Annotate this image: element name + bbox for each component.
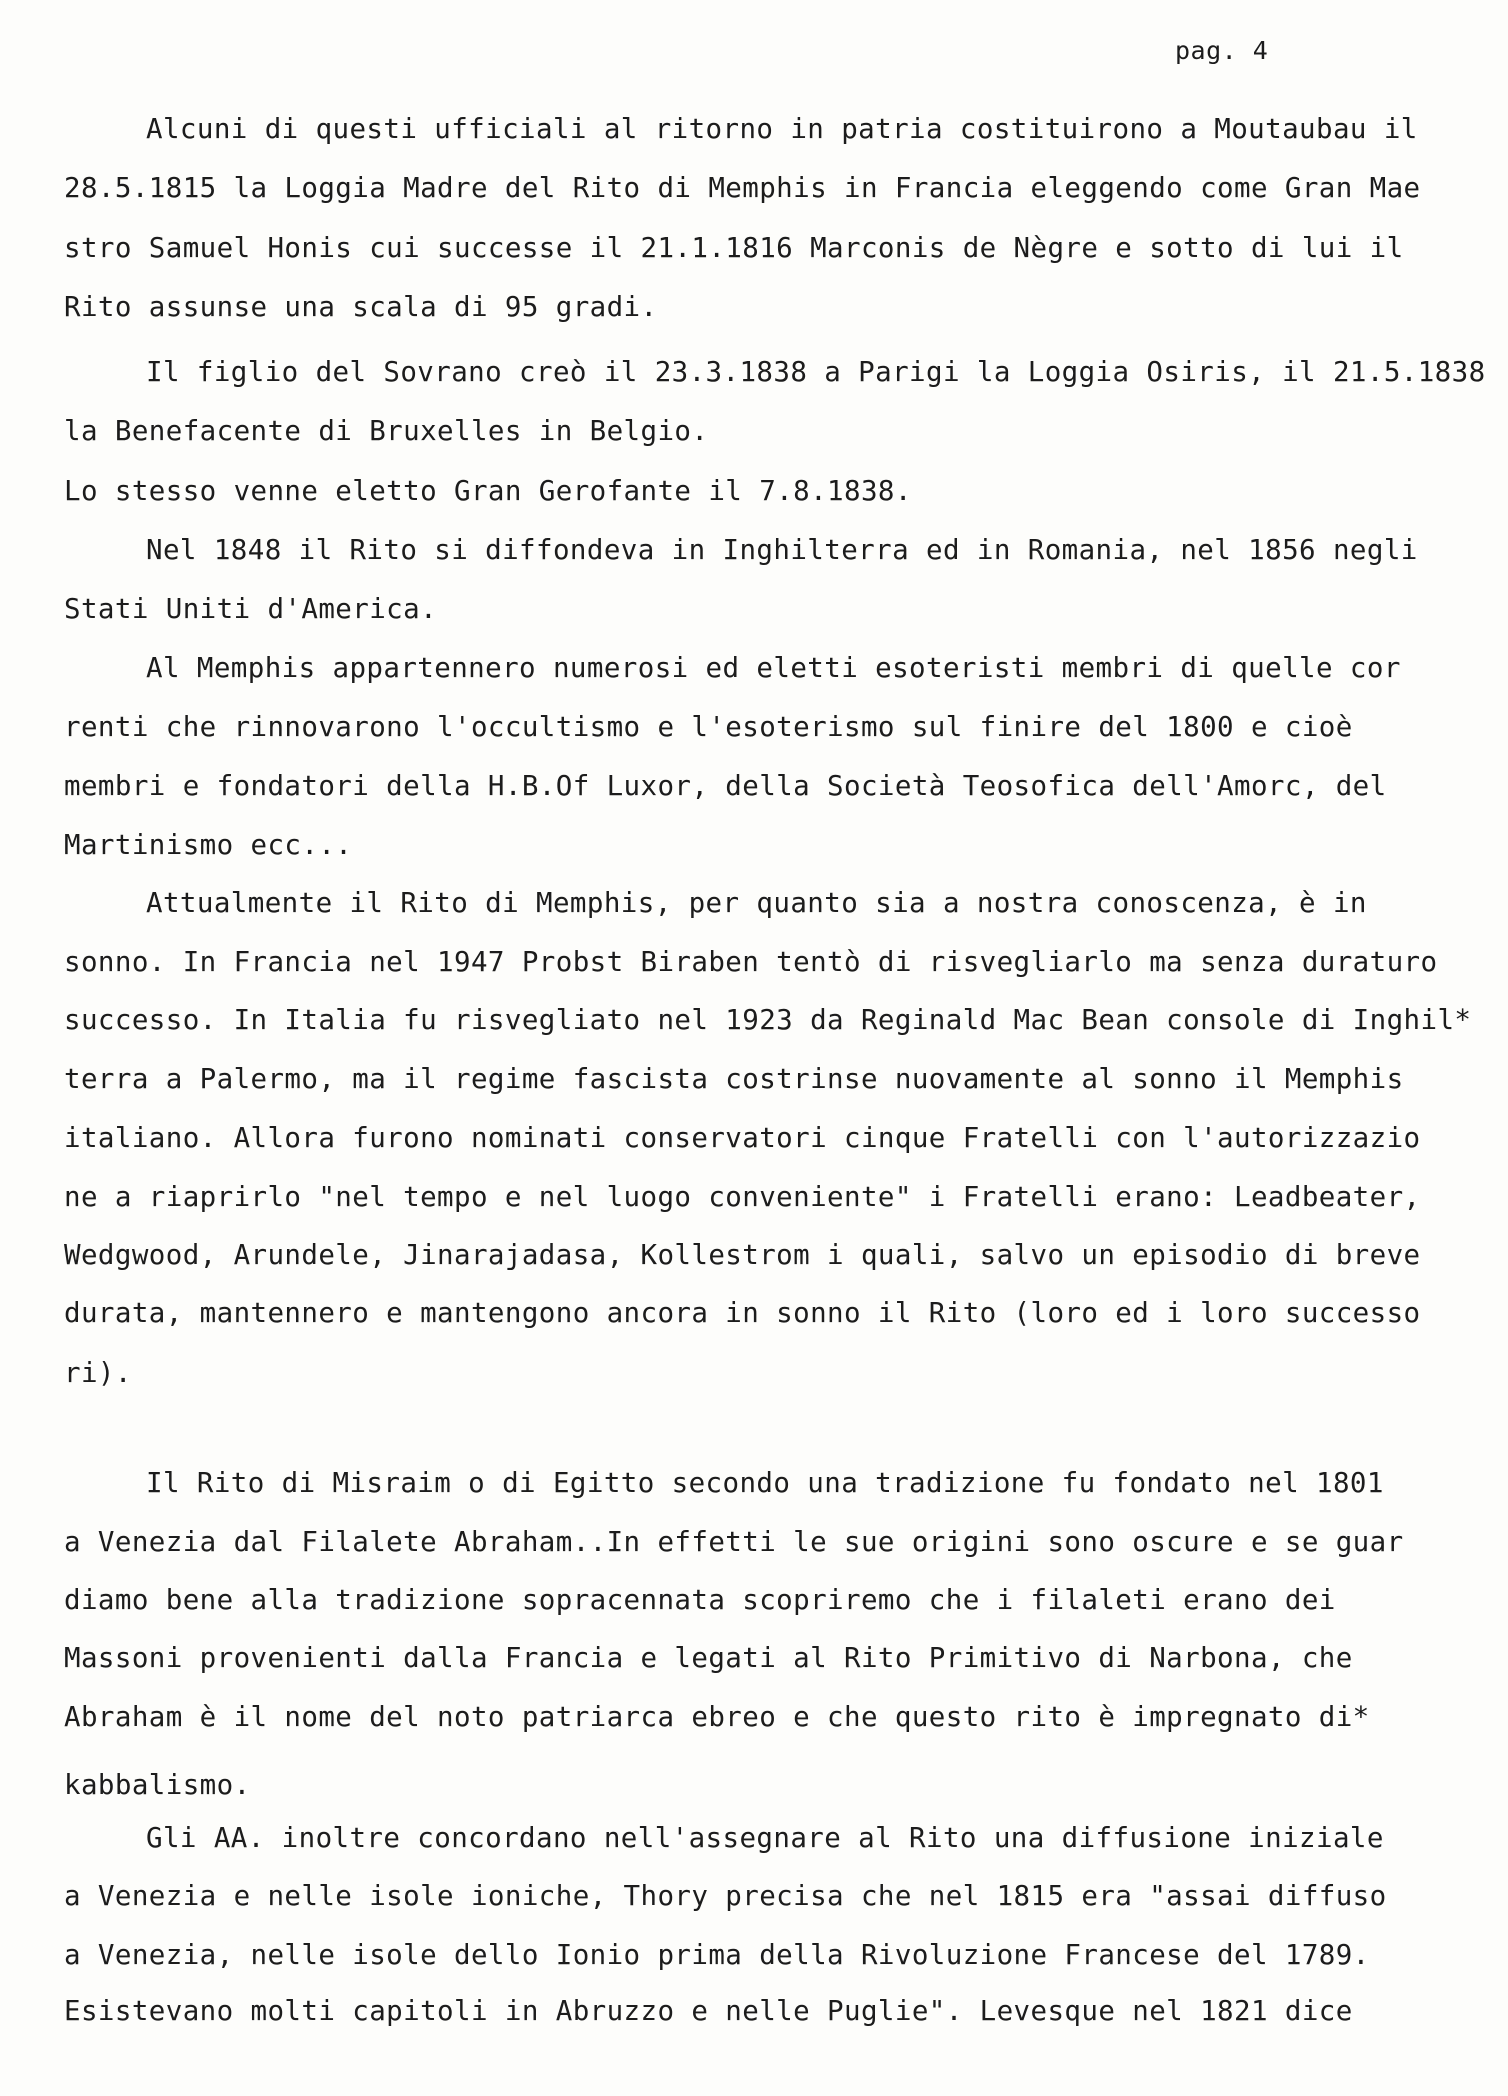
text-line: la Benefacente di Bruxelles in Belgio.	[64, 415, 709, 447]
text-line: Wedgwood, Arundele, Jinarajadasa, Kollestrom i quali, salvo un episodio di breve	[64, 1239, 1421, 1271]
text-line: Martinismo ecc...	[64, 829, 353, 861]
text-line: sonno. In Francia nel 1947 Probst Biraben tentò di risvegliarlo ma senza duraturo	[64, 946, 1438, 978]
text-line: Rito assunse una scala di 95 gradi.	[64, 291, 658, 323]
text-line: Alcuni di questi ufficiali al ritorno in patria costituirono a Moutaubau il	[146, 113, 1418, 145]
text-line: a Venezia e nelle isole ioniche, Thory precisa che nel 1815 era "assai diffuso	[64, 1880, 1387, 1912]
text-line: Lo stesso venne eletto Gran Gerofante il 7.8.1838.	[64, 475, 912, 507]
text-line: Nel 1848 il Rito si diffondeva in Inghilterra ed in Romania, nel 1856 negli	[146, 534, 1418, 566]
text-line: Il Rito di Misraim o di Egitto secondo una tradizione fu fondato nel 1801	[146, 1467, 1384, 1499]
text-line: diamo bene alla tradizione sopracennata scopriremo che i filaleti erano dei	[64, 1584, 1336, 1616]
text-line: Abraham è il nome del noto patriarca ebreo e che questo rito è impregnato di*	[64, 1701, 1370, 1733]
text-line: Stati Uniti d'America.	[64, 593, 438, 625]
text-line: successo. In Italia fu risvegliato nel 1923 da Reginald Mac Bean console di Inghil*	[64, 1004, 1472, 1036]
text-line: kabbalismo.	[64, 1769, 251, 1801]
text-line: 28.5.1815 la Loggia Madre del Rito di Memphis in Francia eleggendo come Gran Mae	[64, 172, 1421, 204]
text-line: terra a Palermo, ma il regime fascista costrinse nuovamente al sonno il Memphis	[64, 1063, 1404, 1095]
text-line: Il figlio del Sovrano creò il 23.3.1838 a Parigi la Loggia Osiris, il 21.5.1838	[146, 356, 1486, 388]
text-line: stro Samuel Honis cui successe il 21.1.1816 Marconis de Nègre e sotto di lui il	[64, 232, 1404, 264]
text-line: Gli AA. inoltre concordano nell'assegnare al Rito una diffusione iniziale	[146, 1822, 1384, 1854]
page-number: pag. 4	[1175, 36, 1269, 65]
text-line: Massoni provenienti dalla Francia e legati al Rito Primitivo di Narbona, che	[64, 1642, 1353, 1674]
text-line: renti che rinnovarono l'occultismo e l'esoterismo sul finire del 1800 e cioè	[64, 711, 1353, 743]
text-line: Esistevano molti capitoli in Abruzzo e nelle Puglie". Levesque nel 1821 dice	[64, 1995, 1353, 2027]
text-line: Attualmente il Rito di Memphis, per quanto sia a nostra conoscenza, è in	[146, 887, 1367, 919]
text-line: a Venezia, nelle isole dello Ionio prima della Rivoluzione Francese del 1789.	[64, 1939, 1370, 1971]
text-line: Al Memphis appartennero numerosi ed eletti esoteristi membri di quelle cor	[146, 652, 1401, 684]
text-line: membri e fondatori della H.B.Of Luxor, della Società Teosofica dell'Amorc, del	[64, 770, 1387, 802]
text-line: a Venezia dal Filalete Abraham..In effetti le sue origini sono oscure e se guar	[64, 1526, 1404, 1558]
text-line: ri).	[64, 1357, 132, 1389]
text-line: durata, mantennero e mantengono ancora in sonno il Rito (loro ed i loro successo	[64, 1297, 1421, 1329]
text-line: ne a riaprirlo "nel tempo e nel luogo conveniente" i Fratelli erano: Leadbeater,	[64, 1181, 1421, 1213]
text-line: italiano. Allora furono nominati conservatori cinque Fratelli con l'autorizzazio	[64, 1122, 1421, 1154]
